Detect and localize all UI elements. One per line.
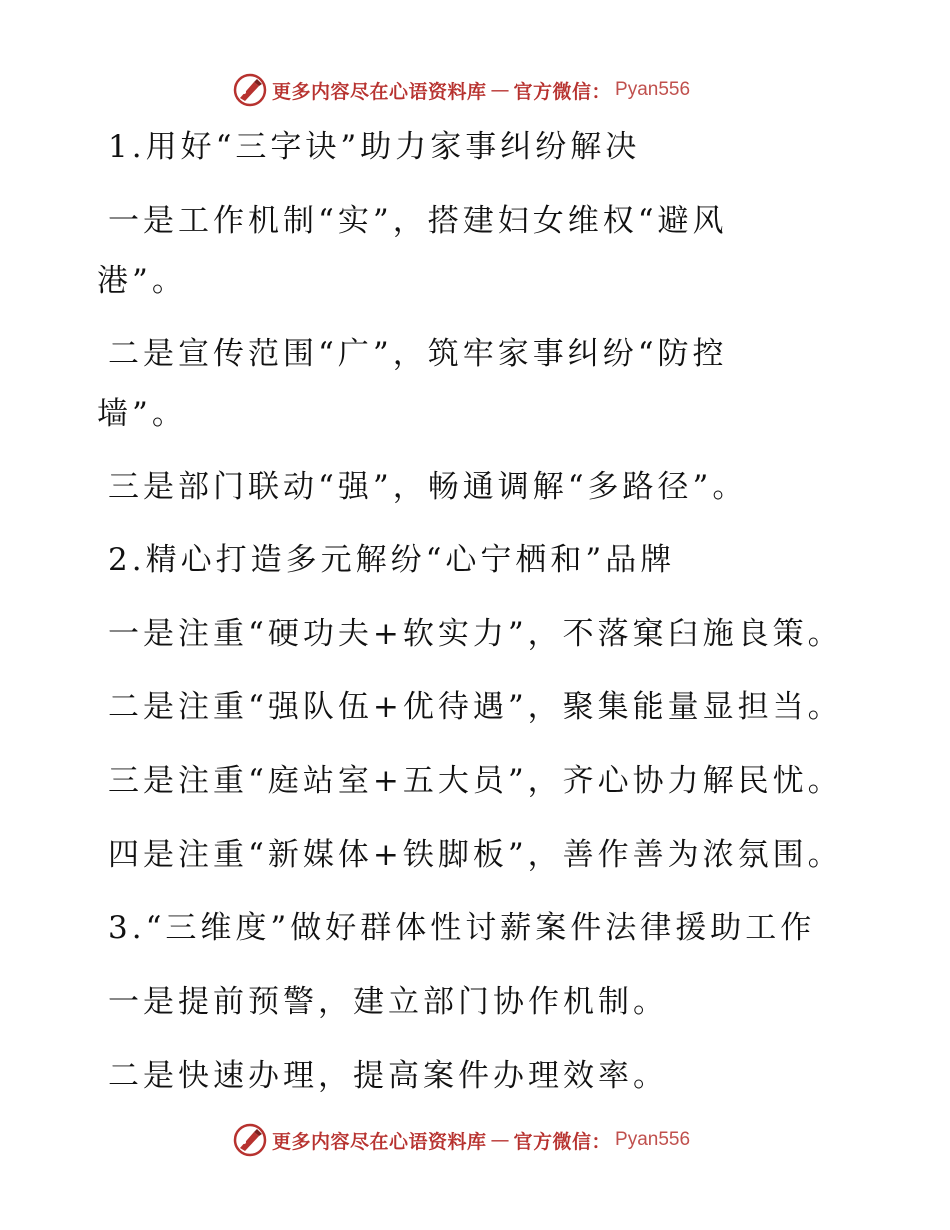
watermark-separator: —	[490, 79, 510, 101]
footer-watermark	[232, 1120, 690, 1160]
watermark-wechat-label: 官方微信：	[513, 80, 612, 103]
paragraph-line: 三是部门联动“强”，畅通调解“多路径”。	[108, 469, 748, 505]
heading-2: 2.精心打造多元解纷“心宁栖和”品牌	[108, 542, 676, 578]
pen-logo-icon	[232, 72, 268, 108]
paragraph-line: 四是注重“新媒体+铁脚板”，善作善为浓氛围。	[108, 837, 843, 873]
heading-1: 1.用好“三字诀”助力家事纠纷解决	[108, 129, 641, 165]
paragraph-line: 一是工作机制“实”，搭建妇女维权“避风	[108, 203, 728, 239]
watermark-separator: —	[490, 1129, 510, 1151]
paragraph-line: 二是注重“强队伍+优待遇”，聚集能量显担当。	[108, 689, 843, 725]
heading-3: 3.“三维度”做好群体性讨薪案件法律援助工作	[108, 910, 816, 946]
watermark-site-text: 更多内容尽在心语资料库	[272, 80, 487, 103]
watermark-site-text: 更多内容尽在心语资料库	[272, 1130, 487, 1153]
paragraph-line: 墙”。	[97, 396, 187, 432]
paragraph-line: 二是快速办理，提高案件办理效率。	[108, 1058, 668, 1094]
pen-logo-icon	[232, 1122, 268, 1158]
paragraph-line: 一是注重“硬功夫+软实力”，不落窠臼施良策。	[108, 616, 843, 652]
paragraph-line: 二是宣传范围“广”，筑牢家事纠纷“防控	[108, 336, 728, 372]
watermark-handle: Pyan556	[615, 79, 691, 100]
paragraph-line: 三是注重“庭站室+五大员”，齐心协力解民忧。	[108, 763, 843, 799]
paragraph-line: 港”。	[97, 263, 187, 299]
watermark-handle: Pyan556	[615, 1129, 691, 1150]
header-watermark	[232, 70, 690, 110]
paragraph-line: 一是提前预警，建立部门协作机制。	[108, 984, 668, 1020]
watermark-wechat-label: 官方微信：	[513, 1130, 612, 1153]
